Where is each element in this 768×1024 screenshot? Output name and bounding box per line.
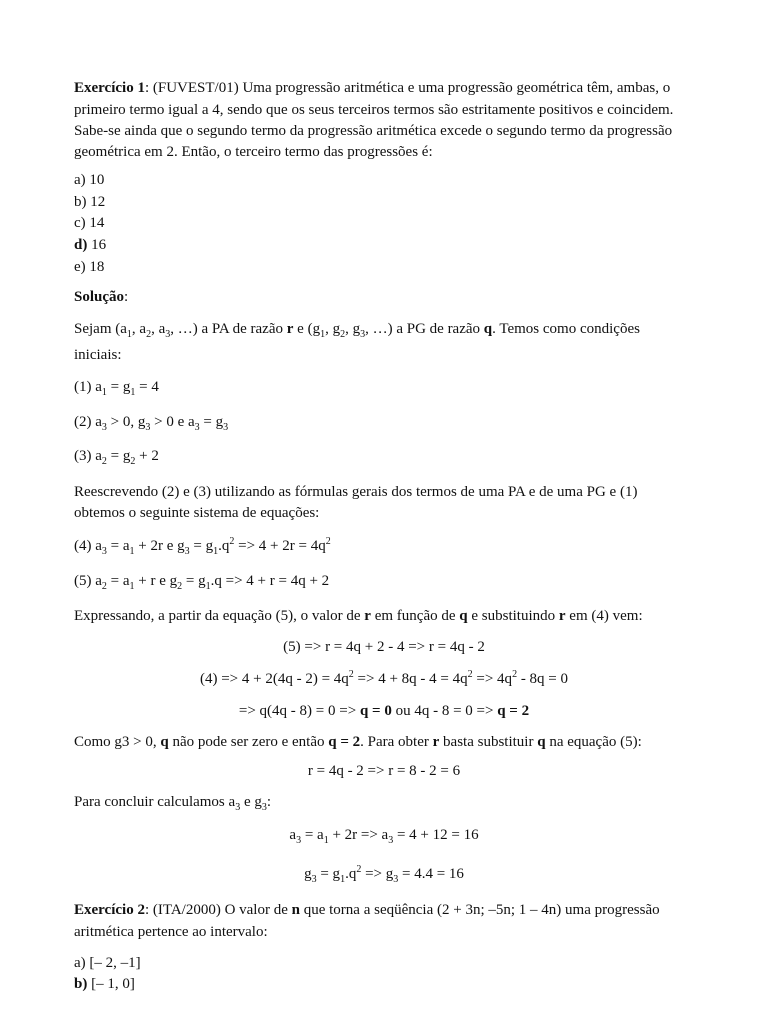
ex1-statement-line: Sabe-se ainda que o segundo termo da progressão aritmética excede o segundo termo da progressão [74,123,673,139]
derivation-line: (5) => r = 4q + 2 - 4 => r = 4q - 2 [283,639,485,655]
derivation-line: r = 4q - 2 => r = 8 - 2 = 6 [307,763,461,779]
ex1-statement-line: geométrica em 2. Então, o terceiro termo das progressões é: [74,144,433,160]
ex1-option-4: e) 18 [74,259,105,275]
solution-label: Solução: [74,289,129,305]
condition-1: (1) $a_1 = g_1 = 4$ [74,379,159,398]
ex1-title: Exercício 1 [74,80,145,96]
equation-4: (4) $a_3 = a_1 + 2r$ e $g_3 = g_1.q^2 => 4 + 2r = 4q^2$ [74,536,331,557]
ex2-statement-line: Exercício 2: (ITA/2000) O valor de n que torna a seqüência (2 + 3n; –5n; 1 – 4n) uma progressão [74,902,660,918]
condition-3: (3) $a_2 = g_2 + 2$ [74,448,159,467]
ex2-title: Exercício 2 [74,902,145,918]
ex2-statement-line: aritmética pertence ao intervalo: [74,924,268,940]
equation-5: (5) $a_2 = a_1 + r$ e $g_2 = g_1.q => 4 + r = 4q + 2$ [74,573,330,592]
ex2-option-0: a) [– 2, –1] [74,955,141,971]
solution-line: obtemos o seguinte sistema de equações: [74,505,320,521]
ex1-statement-line: primeiro termo igual a 4, sendo que os seus terceiros termos são estritamente positivos e coincidem. [74,102,674,118]
ex1-option-3: d) 16 [74,237,107,253]
condition-2: (2) $a_3 > 0$, $g_3 > 0$ e $a_3 = g_3$ [74,414,229,433]
ex2-option-1: b) [– 1, 0] [74,976,135,992]
solution-line: iniciais: [74,347,122,363]
solution-line: Expressando, a partir da equação (5), o valor de r em função de q e substituindo r em (4) vem: [74,608,643,624]
result-a3: $a_3 = a_1 + 2r => a_3 = 4 + 12 = 16$ [289,827,479,846]
ex1-option-0: a) 10 [74,172,105,188]
solution-line: Como g3 > 0, q não pode ser zero e então q = 2. Para obter r basta substituir q na equação (5): [74,734,642,750]
solution-line: Para concluir calculamos $a_3$ e $g_3$: [74,794,272,813]
derivation-line: => q(4q - 8) = 0 => q = 0 ou 4q - 8 = 0 => q = 2 [238,703,530,719]
ex1-option-1: b) 12 [74,194,106,210]
solution-line: Reescrevendo (2) e (3) utilizando as fórmulas gerais dos termos de uma PA e de uma PG e (1) [74,484,638,500]
derivation-line: $(4) => 4 + 2(4q - 2) = 4q^2 => 4 + 8q - 4 = 4q^2 => 4q^2 - 8q = 0$ [199,669,569,687]
result-g3: $g_3 = g_1.q^2 => g_3 = 4.4 = 16$ [304,864,464,885]
solution-line: Sejam ($a_1$, $a_2$, $a_3$, …) a PA de razão r e ($g_1$, $g_2$, $g_3$, …) a PG de razão q. Temos como condições [74,321,640,340]
ex1-statement-line: Exercício 1: (FUVEST/01) Uma progressão aritmética e uma progressão geométrica têm, ambas, o [74,80,671,96]
ex1-option-2: c) 14 [74,215,105,231]
